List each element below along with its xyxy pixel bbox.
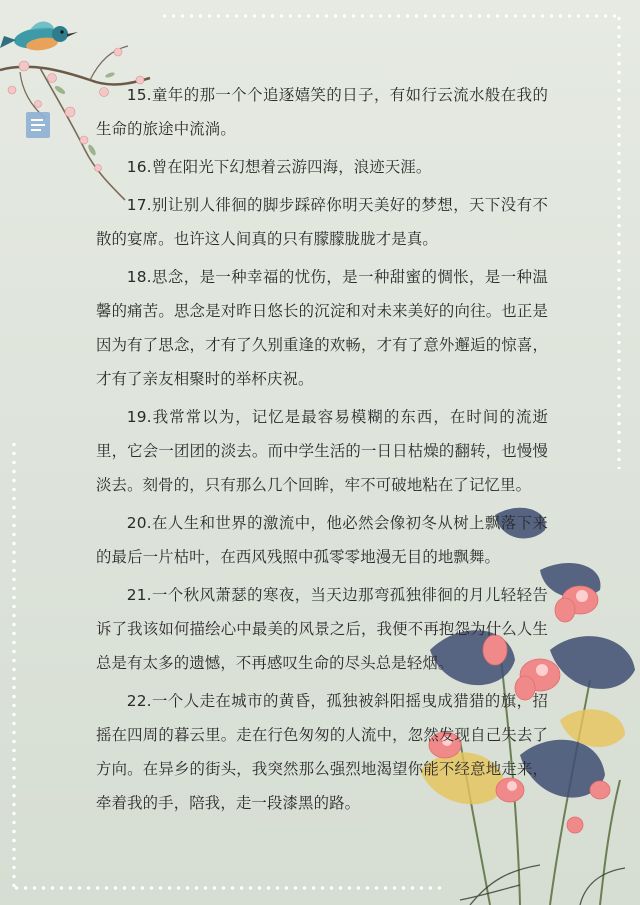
article-body — [96, 78, 548, 824]
paragraph: 19.我常常以为，记忆是最容易模糊的东西，在时间的流逝里，它会一团团的淡去。而中学生活的一日日枯燥的翻转，也慢慢淡去。刻骨的，只有那么几个回眸，牢不可破地粘在了记忆里。 — [96, 408, 548, 494]
paragraph: 21.一个秋风萧瑟的寒夜，当天边那弯孤独徘徊的月儿轻轻告诉了我该如何描绘心中最美的风景之后，我便不再抱怨为什么人生总是有太多的遗憾，不再感叹生命的尽头总是轻烟。 — [96, 586, 548, 672]
paragraph: 18.思念，是一种幸福的忧伤，是一种甜蜜的惆怅，是一种温馨的痛苦。思念是对昨日悠长的沉淀和对未来美好的向往。也正是因为有了思念，才有了久别重逢的欢畅，才有了意外邂逅的惊喜，才有了亲友相聚时的举杯庆祝。 — [96, 268, 548, 388]
dotted-border-bottom — [12, 886, 442, 890]
document-icon — [26, 112, 50, 138]
dotted-border-left — [12, 440, 16, 890]
paragraph: 15.童年的那一个个追逐嬉笑的日子，有如行云流水般在我的生命的旅途中流淌。 — [96, 86, 548, 138]
paragraph: 16.曾在阳光下幻想着云游四海，浪迹天涯。 — [126, 158, 432, 176]
dotted-border-top — [160, 14, 620, 18]
dotted-border-right — [617, 14, 621, 469]
paragraph: 22.一个人走在城市的黄昏，孤独被斜阳摇曳成猎猎的旗，招摇在四周的暮云里。走在行色匆匆的人流中，忽然发现自己失去了方向。在异乡的街头，我突然那么强烈地渴望你能不经意地走来，牵着我的手，陪我，走一段漆黑的路。 — [96, 692, 548, 812]
paragraph: 20.在人生和世界的激流中，他必然会像初冬从树上飘落下来的最后一片枯叶，在西风残照中孤零零地漫无目的地飘舞。 — [96, 514, 548, 566]
paragraph: 17.别让别人徘徊的脚步踩碎你明天美好的梦想，天下没有不散的宴席。也许这人间真的只有朦朦胧胧才是真。 — [96, 196, 548, 248]
